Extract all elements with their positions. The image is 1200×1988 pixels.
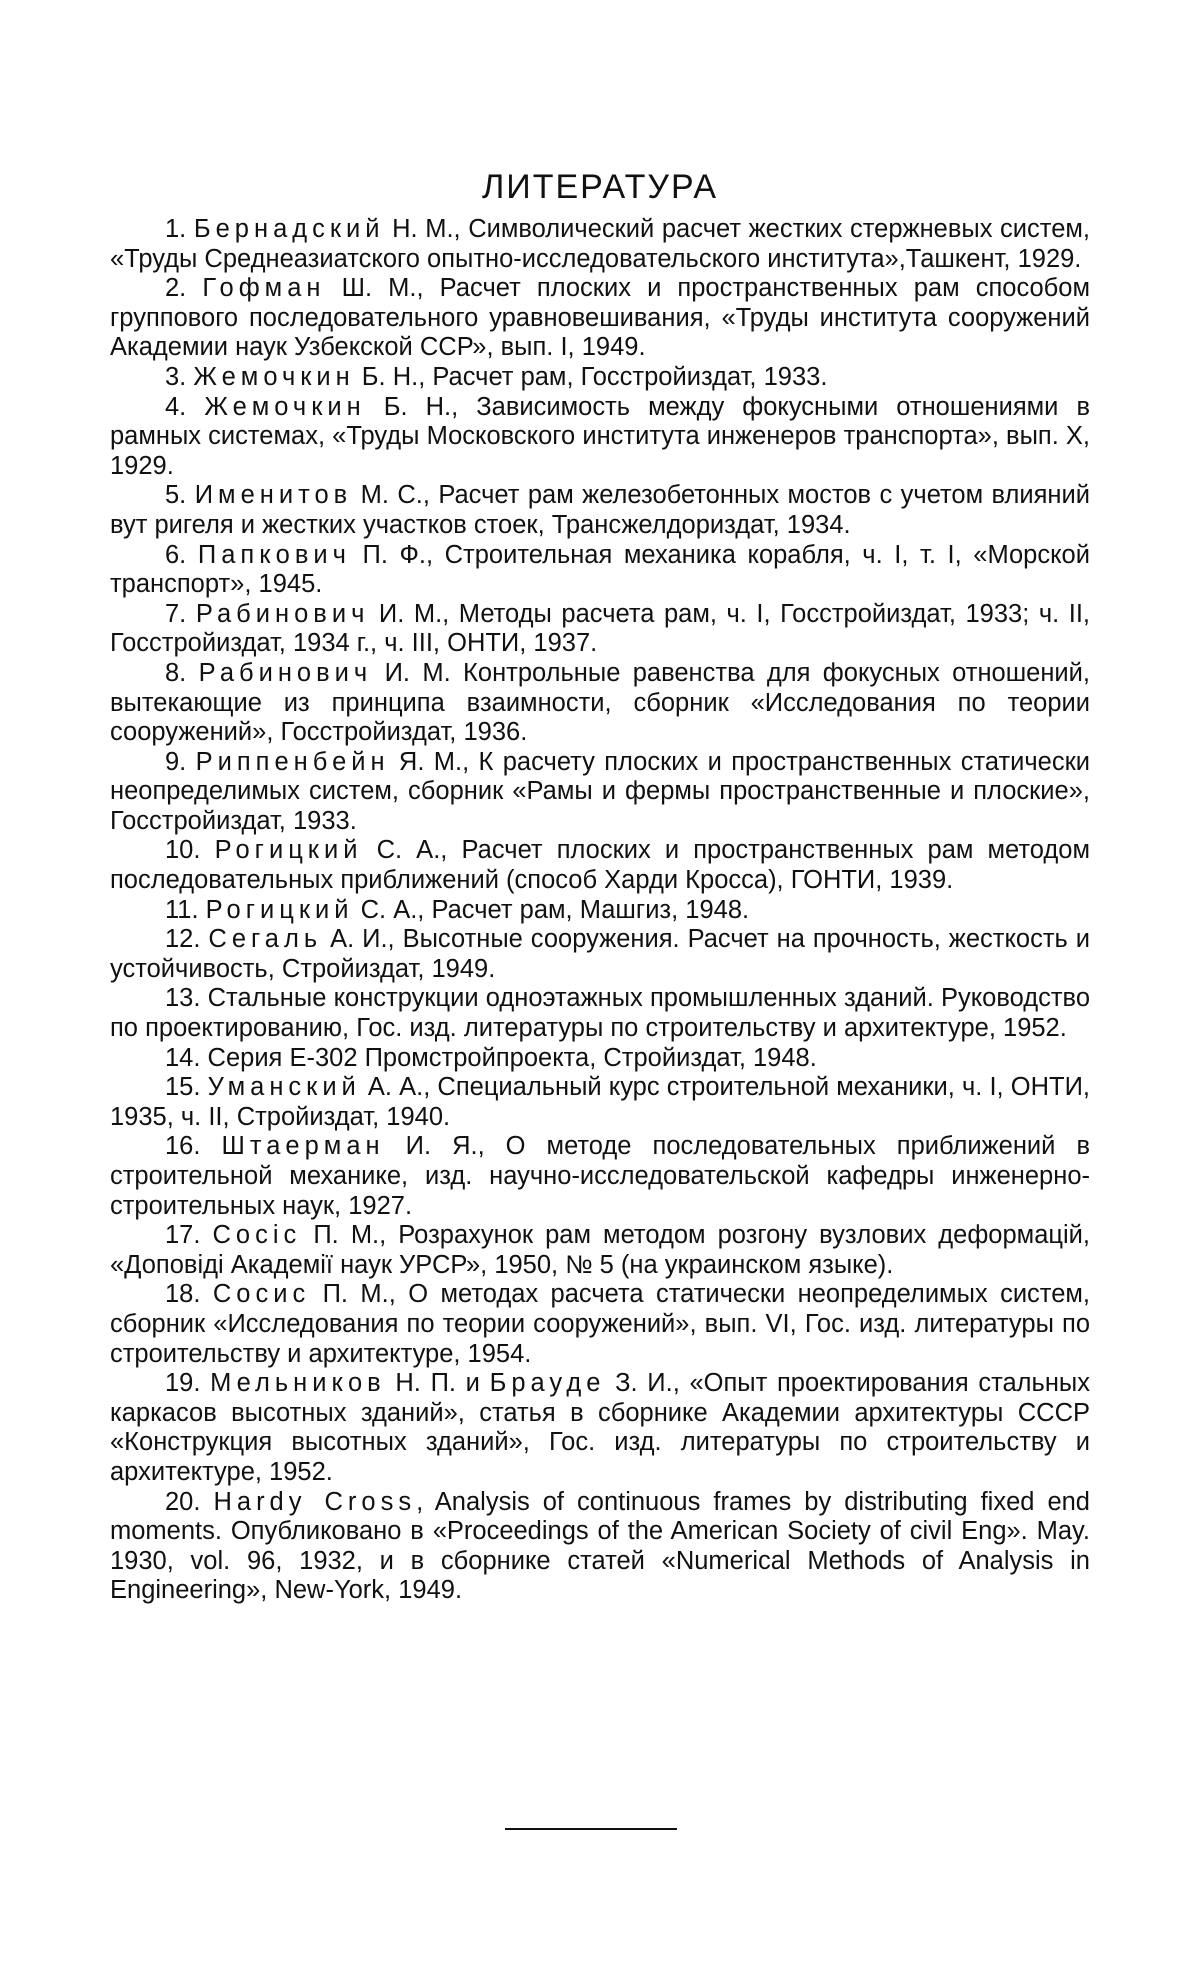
- reference-author: Рогицкий: [214, 836, 363, 865]
- end-separator-line: [505, 1828, 677, 1830]
- reference-item: [110, 1369, 1090, 1487]
- reference-author: Гофман: [202, 274, 326, 303]
- reference-number: 13.: [165, 984, 201, 1013]
- reference-author: Мельников: [210, 1369, 386, 1398]
- reference-number: 20.: [165, 1487, 201, 1516]
- reference-number: 11.: [165, 895, 199, 924]
- reference-text: А. А., Специальный курс строительной механики, ч. I, ОНТИ, 1935, ч. II, Стройиздат, 1940.: [110, 1073, 1090, 1131]
- reference-item: [110, 274, 1090, 363]
- reference-number: 6.: [165, 540, 187, 569]
- reference-text: С. А., Расчет рам, Машгиз, 1948.: [353, 895, 750, 924]
- reference-text: С. А., Расчет плоских и пространственных рам методом последовательных приближений (способ Харди Кросса), ГОНТИ, 1939.: [110, 836, 1090, 895]
- reference-number: 2.: [165, 274, 187, 303]
- reference-item: [110, 748, 1090, 837]
- reference-item: [110, 1044, 1090, 1074]
- reference-number: 7.: [165, 599, 187, 628]
- reference-item: [110, 600, 1090, 659]
- reference-text: М. С., Расчет рам железобетонных мостов с учетом влияний вут ригеля и жестких участков стоек, Трансжелдориздат, 1934.: [110, 481, 1091, 539]
- reference-text: Б. Н., Расчет рам, Госстройиздат, 1933.: [354, 362, 828, 391]
- reference-number: 5.: [165, 481, 187, 510]
- reference-number: 1.: [165, 215, 187, 243]
- reference-text: А. И., Высотные сооружения. Расчет на прочность, жесткость и устойчивость, Стройиздат, 1949.: [110, 925, 1090, 983]
- reference-item: [110, 393, 1090, 482]
- reference-text: П. Ф., Строительная механика корабля, ч. I, т. I, «Морской транспорт», 1945.: [110, 540, 1090, 599]
- reference-number: 18.: [165, 1280, 201, 1309]
- reference-list: [110, 215, 1090, 1606]
- reference-number: 9.: [165, 747, 187, 776]
- reference-number: 12.: [165, 925, 201, 954]
- reference-author: Сосіс: [212, 1221, 302, 1250]
- reference-text: Серия Е-302 Промстройпроекта, Стройиздат, 1948.: [200, 1043, 817, 1072]
- reference-number: 16.: [165, 1132, 201, 1161]
- page-title: ЛИТЕРАТУРА: [481, 168, 719, 206]
- reference-number: 10.: [165, 836, 201, 865]
- reference-item: [110, 215, 1090, 274]
- reference-item: [110, 1488, 1090, 1606]
- reference-item: [110, 481, 1090, 540]
- reference-text: Н. П. и: [385, 1369, 490, 1398]
- reference-author: Жемочкин: [193, 362, 355, 391]
- reference-author: Именитов: [194, 481, 353, 510]
- reference-item: [110, 659, 1090, 748]
- reference-author: Жемочкин: [204, 392, 366, 421]
- reference-author: Сосис: [212, 1280, 311, 1309]
- reference-text: Стальные конструкции одноэтажных промышленных зданий. Руководство по проектированию, Гос. изд. литературы по строительству и архитектуре, 1952.: [110, 984, 1090, 1043]
- reference-item: [110, 1280, 1090, 1369]
- reference-text: Ш. М., Расчет плоских и пространственных рам способом группового последовательного уравновешивания, «Труды института сооружений Академии наук Узбекской ССР», вып. I, 1949.: [110, 274, 1090, 362]
- reference-number: 14.: [165, 1043, 201, 1072]
- reference-number: 19.: [165, 1369, 201, 1398]
- reference-number: 17.: [165, 1221, 201, 1250]
- reference-text: Б. Н., Зависимость между фокусными отношениями в рамных системах, «Труды Московского института инженеров транспорта», вып. X, 1929.: [110, 392, 1091, 480]
- reference-author: Уманский: [207, 1073, 361, 1102]
- reference-author: Hardy Cross: [213, 1487, 417, 1516]
- reference-text: П. М., О методах расчета статически неопределимых систем, сборник «Исследования по теории сооружений», вып. VI, Гос. изд. литературы по строительству и архитектуре, 1954.: [110, 1280, 1090, 1368]
- reference-item: [110, 1132, 1090, 1221]
- reference-author: Бернадский: [193, 215, 385, 243]
- reference-text: И. М., Методы расчета рам, ч. I, Госстройиздат, 1933; ч. II, Госстройиздат, 1934 г., ч. III, ОНТИ, 1937.: [110, 599, 1090, 658]
- reference-item: [110, 541, 1090, 600]
- reference-item: [110, 1221, 1090, 1280]
- reference-author: Штаерман: [221, 1132, 385, 1161]
- reference-text: И. М. Контрольные равенства для фокусных отношений, вытекающие из принципа взаимности, сборник «Исследования по теории сооружений», Госстройиздат, 1936.: [110, 658, 1090, 747]
- reference-text: Н. М., Символический расчет жестких стержневых систем, «Труды Среднеазиатского опытно-исследовательского института»,Ташкент, 1929.: [110, 215, 1090, 273]
- reference-author: Риппенбейн: [195, 747, 390, 776]
- reference-number: 4.: [165, 392, 187, 421]
- reference-author: Рабинович: [198, 658, 373, 687]
- reference-author: Рабинович: [195, 599, 370, 628]
- reference-author: Папкович: [197, 540, 351, 569]
- reference-item: [110, 984, 1090, 1043]
- reference-item: [110, 896, 1090, 926]
- reference-text: И. Я., О методе последовательных приближений в строительной механике, изд. научно-исследовательской кафедры инженерно-строительных наук, 1927.: [110, 1132, 1090, 1220]
- reference-text: Я. М., К расчету плоских и пространственных статически неопределимых систем, сборник «Рамы и фермы пространственные и плоские», Госстройиздат, 1933.: [110, 747, 1090, 835]
- reference-author-second: Брауде: [489, 1369, 606, 1398]
- reference-item: [110, 925, 1090, 984]
- reference-author: Рогицкий: [205, 895, 354, 924]
- reference-number: 3.: [165, 362, 187, 391]
- reference-item: [110, 363, 1090, 393]
- reference-text: , Analysis of continuous frames by distributing fixed end moments. Опубликовано в «Proceedings of the American Society of civil Eng». May. 1930, vol. 96, 1932, и в сборнике статей «Numerical Methods of Analysis in Engineering», New-York, 1949.: [110, 1487, 1090, 1605]
- reference-author: Сегаль: [208, 925, 323, 954]
- reference-number: 8.: [165, 658, 187, 687]
- reference-item: [110, 836, 1090, 895]
- reference-text-second: З. И., «Опыт проектирования стальных каркасов высотных зданий», статья в сборнике Академии архитектуры СССР «Конструкция высотных зданий», Гос. изд. литературы по строительству и архитектуре, 1952.: [110, 1369, 1090, 1486]
- reference-number: 15.: [165, 1073, 201, 1102]
- reference-text: П. М., Розрахунок рам методом розгону вузлових деформацій, «Доповіді Академії наук УРСР», 1950, № 5 (на украинском языке).: [110, 1221, 1090, 1279]
- reference-item: [110, 1073, 1090, 1132]
